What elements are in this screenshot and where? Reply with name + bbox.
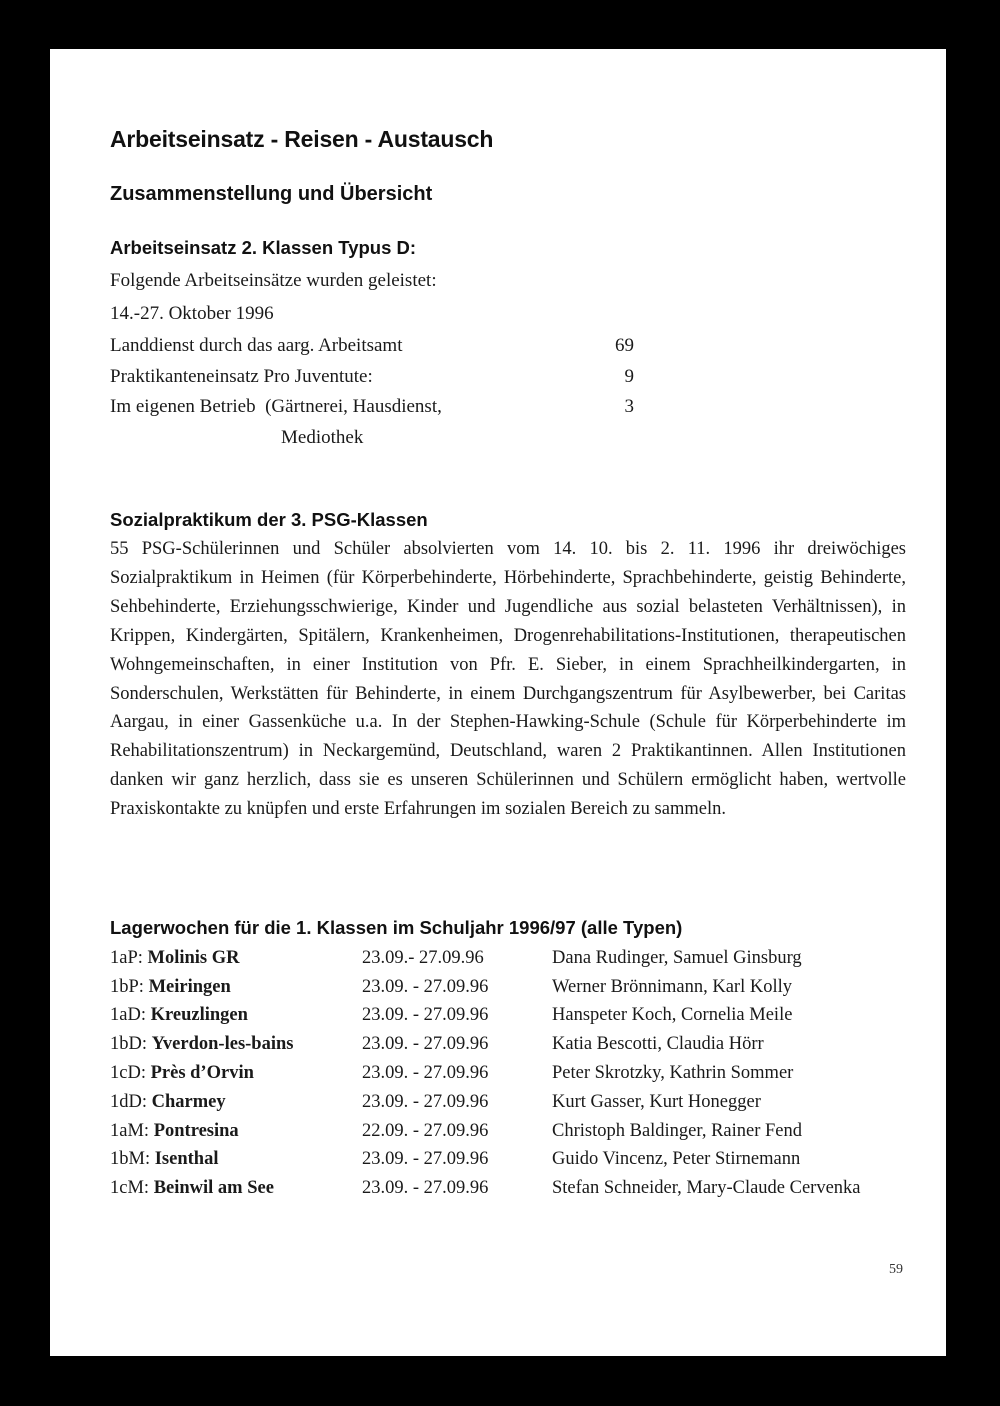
class-code: 1bM:: [110, 1149, 155, 1170]
document-page: [50, 49, 946, 1356]
camp-leaders: Werner Brönnimann, Karl Kolly: [552, 976, 792, 997]
class-cell: [110, 1002, 362, 1031]
camp-leaders: Christoph Baldinger, Rainer Fend: [552, 1120, 803, 1141]
class-cell: [110, 1117, 362, 1146]
camp-dates: 23.09. - 27.09.96: [362, 1034, 489, 1055]
arbeitseinsatz-intro: Folgende Arbeitseinsätze wurden geleistet:: [110, 270, 437, 291]
class-code: 1bP:: [110, 976, 149, 997]
work-item-count: 3: [624, 396, 634, 417]
camp-dates: 23.09. - 27.09.96: [362, 1178, 489, 1199]
camp-leaders: Peter Skrotzky, Kathrin Sommer: [552, 1063, 794, 1084]
sozialpraktikum-heading: Sozialpraktikum der 3. PSG-Klassen: [110, 509, 428, 530]
page-title: Arbeitseinsatz - Reisen - Austausch: [110, 126, 494, 152]
table-row: [110, 1059, 861, 1088]
class-code: 1cM:: [110, 1178, 154, 1199]
class-code: 1cD:: [110, 1063, 151, 1084]
class-cell: [110, 944, 362, 973]
camp-dates: 23.09. - 27.09.96: [362, 1149, 489, 1170]
table-row: [110, 1146, 861, 1175]
arbeitseinsatz-date: 14.-27. Oktober 1996: [110, 303, 274, 324]
table-row: [110, 1030, 861, 1059]
camp-location: Pontresina: [153, 1120, 239, 1141]
class-code: 1aD:: [110, 1005, 151, 1026]
camp-leaders: Dana Rudinger, Samuel Ginsburg: [552, 947, 802, 968]
class-cell: [110, 973, 362, 1002]
camp-location: Isenthal: [154, 1149, 219, 1170]
camp-location: Près d’Orvin: [150, 1063, 254, 1084]
class-cell: [110, 1174, 362, 1203]
work-item-label: Im eigenen Betrieb (Gärtnerei, Hausdienst,: [110, 396, 442, 417]
camp-location: Molinis GR: [147, 947, 240, 968]
page-number: 59: [889, 1262, 903, 1277]
camp-dates: 23.09. - 27.09.96: [362, 1063, 489, 1084]
work-item-label: Landdienst durch das aarg. Arbeitsamt: [110, 335, 403, 356]
page-subtitle: Zusammenstellung und Übersicht: [110, 183, 433, 205]
table-row: [110, 973, 861, 1002]
camp-leaders: Stefan Schneider, Mary-Claude Cervenka: [552, 1178, 861, 1199]
table-row: [110, 1117, 861, 1146]
camp-dates: 23.09. - 27.09.96: [362, 1005, 489, 1026]
work-item-count: 9: [624, 366, 634, 387]
camp-leaders: Katia Bescotti, Claudia Hörr: [552, 1034, 764, 1055]
sozialpraktikum-text: 55 PSG-Schülerinnen und Schüler absolvierten vom 14. 10. bis 2. 11. 1996 ihr dreiwöchiges Sozialpraktikum in Heimen (für Körperbehinderte, Hörbehinderte, Sprachbehinderte, geistig Behinderte, Sehbehinderte, Erziehungsschwierige, Kinder und Jugendliche aus sozial belasteten Verhältnissen), in Krippen, Kindergärten, Spitälern, Krankenheimen, Drogenrehabilitations-Institutionen, therapeutischen Wohngemeinschaften, in einer Institution von Pfr. E. Sieber, in einem Sprachheilkindergarten, in Sonderschulen, Werkstätten für Behinderte, in einem Durchgangszentrum für Asylbewerber, bei Caritas Aargau, in einer Gassenküche u.a. In der Stephen-Hawking-Schule (Schule für Körperbehinderte im Rehabilitationszentrum) in Neckargemünd, Deutschland, waren 2 Praktikantinnen. Allen Institutionen danken wir ganz herzlich, dass sie es unseren Schülerinnen und Schülern ermöglicht haben, wertvolle Praxiskontakte zu knüpfen und erste Erfahrungen im sozialen Bereich zu sammeln.: [110, 539, 906, 820]
camp-location: Yverdon-les-bains: [151, 1034, 294, 1055]
camp-table: [110, 944, 861, 1203]
camp-location: Kreuzlingen: [150, 1005, 248, 1026]
table-row: [110, 1088, 861, 1117]
class-code: 1aM:: [110, 1120, 154, 1141]
class-cell: [110, 1088, 362, 1117]
camp-leaders: Kurt Gasser, Kurt Honegger: [552, 1091, 761, 1112]
work-item-continuation: Mediothek: [281, 427, 364, 448]
class-cell: [110, 1059, 362, 1088]
arbeitseinsatz-heading: Arbeitseinsatz 2. Klassen Typus D:: [110, 237, 417, 258]
class-cell: [110, 1146, 362, 1175]
class-cell: [110, 1030, 362, 1059]
camp-dates: 23.09. - 27.09.96: [362, 976, 489, 997]
camp-leaders: Hanspeter Koch, Cornelia Meile: [552, 1005, 793, 1026]
camp-location: Charmey: [151, 1091, 226, 1112]
table-row: [110, 1002, 861, 1031]
class-code: 1bD:: [110, 1034, 152, 1055]
class-code: 1aP:: [110, 947, 148, 968]
camp-dates: 23.09.- 27.09.96: [362, 947, 484, 968]
camp-leaders: Guido Vincenz, Peter Stirnemann: [552, 1149, 801, 1170]
camp-dates: 23.09. - 27.09.96: [362, 1091, 489, 1112]
lagerwochen-heading: Lagerwochen für die 1. Klassen im Schuljahr 1996/97 (alle Typen): [110, 917, 683, 938]
camp-location: Meiringen: [148, 976, 231, 997]
class-code: 1dD:: [110, 1091, 152, 1112]
table-row: [110, 944, 861, 973]
camp-location: Beinwil am See: [153, 1178, 274, 1199]
work-item-count: 69: [615, 335, 634, 356]
camp-dates: 22.09. - 27.09.96: [362, 1120, 489, 1141]
work-item-label: Praktikanteneinsatz Pro Juventute:: [110, 366, 373, 387]
table-row: [110, 1174, 861, 1203]
